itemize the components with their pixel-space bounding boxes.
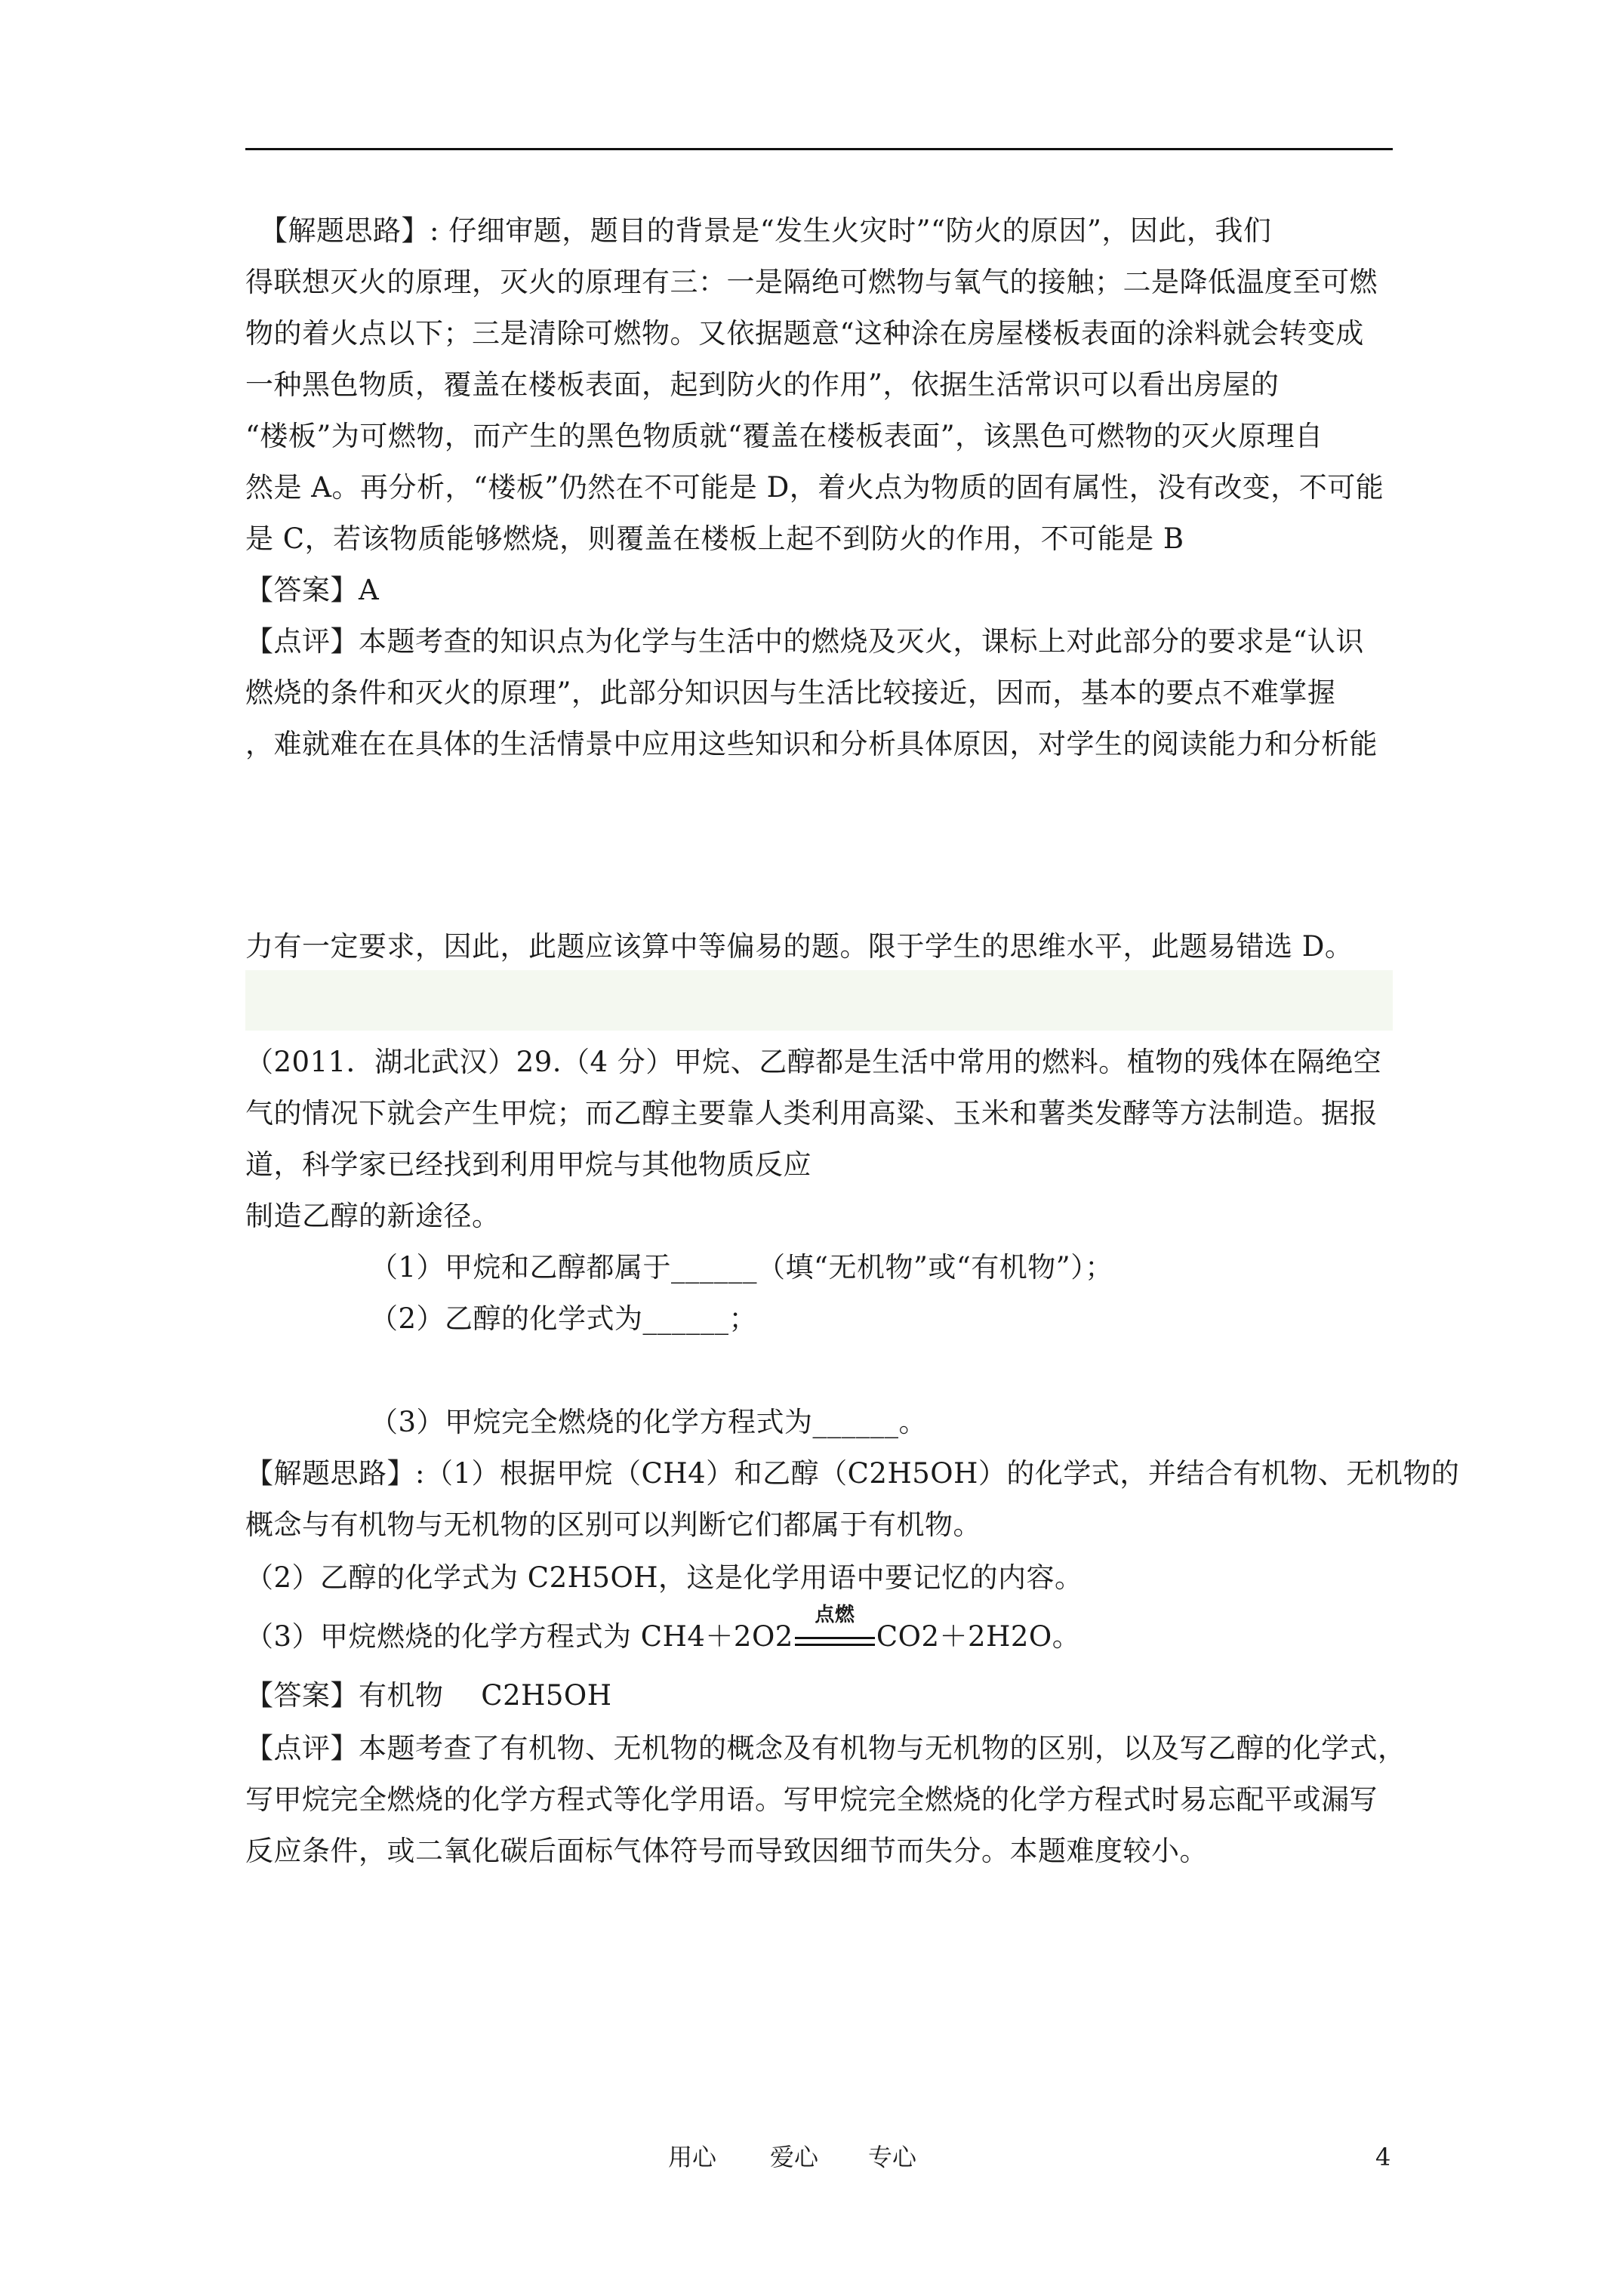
comment-line-4: 力有一定要求，因此，此题应该算中等偏易的题。限于学生的思维水平，此题易错选 D。: [245, 930, 1354, 963]
analysis-line-7: 是 C，若该物质能够燃烧，则覆盖在楼板上起不到防火的作用，不可能是 B: [245, 522, 1184, 555]
footer-text-3: 专心: [868, 2143, 917, 2171]
double-line-sign: [795, 1637, 875, 1646]
comment2-line-3: 反应条件，或二氧化碳后面标气体符号而导致因细节而失分。本题难度较小。: [245, 1835, 1208, 1867]
comment2-line-2: 写甲烷完全燃烧的化学方程式等化学用语。写甲烷完全燃烧的化学方程式时易忘配平或漏写: [245, 1783, 1378, 1816]
reaction-condition: 点燃: [815, 1604, 855, 1626]
reaction-arrow: [793, 1604, 876, 1655]
shaded-separator: [245, 970, 1393, 1031]
comment-line-3: ，难就难在在具体的生活情景中应用这些知识和分析具体原因，对学生的阅读能力和分析能: [245, 728, 1378, 760]
footer-text-2: 爱心: [770, 2143, 819, 2171]
comment-line-2: 燃烧的条件和灭火的原理”，此部分知识因与生活比较接近，因而，基本的要点不难掌握: [245, 676, 1336, 709]
question-line-2: 气的情况下就会产生甲烷；而乙醇主要靠人类利用高粱、玉米和薯类发酵等方法制造。据报: [245, 1097, 1378, 1130]
question-line-4: 制造乙醇的新途径。: [245, 1200, 500, 1232]
equation-line: [245, 1604, 1400, 1655]
solution-line-3: （2）乙醇的化学式为 C2H5OH，这是化学用语中要记忆的内容。: [245, 1561, 1083, 1594]
question-line-3: 道，科学家已经找到利用甲烷与其他物质反应: [245, 1148, 812, 1181]
header-rule: [245, 148, 1393, 150]
analysis-line-3: 物的着火点以下；三是清除可燃物。又依据题意“这种涂在房屋楼板表面的涂料就会转变成: [245, 317, 1364, 350]
question-line-1: （2011．湖北武汉）29.（4 分）甲烷、乙醇都是生活中常用的燃料。植物的残体在隔绝空: [245, 1046, 1382, 1078]
analysis-line-6: 然是 A。再分析，“楼板”仍然在不可能是 D，着火点为物质的固有属性，没有改变，不可能: [245, 471, 1384, 504]
solution-line-1: 【解题思路】:（1）根据甲烷（CH4）和乙醇（C2H5OH）的化学式，并结合有机物、无机物的: [245, 1457, 1460, 1490]
sub-question-1: （1）甲烷和乙醇都属于______（填“无机物”或“有机物”）；: [370, 1251, 1113, 1284]
footer-text-1: 用心: [668, 2143, 717, 2171]
analysis-line-1: 【解题思路】: 仔细审题，题目的背景是“发生火灾时”“防火的原因”，因此，我们: [245, 214, 1272, 247]
analysis-line-4: 一种黑色物质，覆盖在楼板表面，起到防火的作用”，依据生活常识可以看出房屋的: [245, 368, 1280, 401]
sub-question-3: （3）甲烷完全燃烧的化学方程式为______。: [370, 1406, 928, 1438]
analysis-line-2: 得联想灭火的原理，灭火的原理有三：一是隔绝可燃物与氧气的接触；二是降低温度至可燃: [245, 266, 1378, 298]
comment-line-1: 【点评】本题考查的知识点为化学与生活中的燃烧及灭火，课标上对此部分的要求是“认识: [245, 625, 1364, 658]
answer2-line: 【答案】有机物 C2H5OH: [245, 1679, 612, 1712]
analysis-line-5: “楼板”为可燃物，而产生的黑色物质就“覆盖在楼板表面”，该黑色可燃物的灭火原理自: [245, 420, 1323, 452]
equation-prefix: （3）甲烷燃烧的化学方程式为 CH4＋2O2: [245, 1620, 793, 1653]
page-number: 4: [1375, 2143, 1391, 2171]
solution-line-2: 概念与有机物与无机物的区别可以判断它们都属于有机物。: [245, 1509, 981, 1541]
sub-question-2: （2）乙醇的化学式为______；: [370, 1302, 758, 1335]
comment2-line-1: 【点评】本题考查了有机物、无机物的概念及有机物与无机物的区别，以及写乙醇的化学式，: [245, 1732, 1406, 1764]
equation-suffix: CO2＋2H2O。: [876, 1620, 1081, 1653]
answer-line: 【答案】A: [245, 574, 380, 606]
